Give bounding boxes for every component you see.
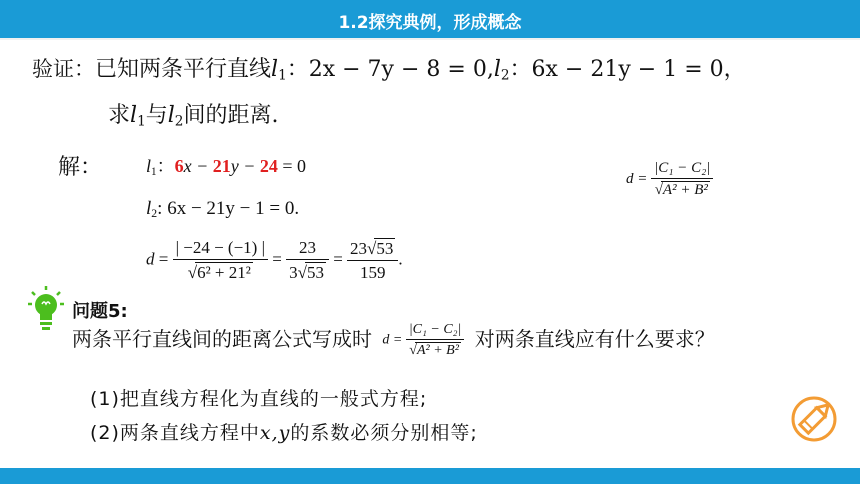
requirement-2: (2)两条直线方程中x,y的系数必须分别相等; [90,422,478,444]
coef-b-highlight: 21 [212,156,231,176]
question-text: 两条平行直线间的距离公式写成时 d = $\frac{\text{|C₁ − C₂|}}{\text{√A² + B²}}$ 对两条直线应有什么要求？ [72,322,715,358]
distance-fraction-3: $\frac{23√53}{159}$ [347,238,398,283]
problem-statement [32,52,746,83]
lightbulb-icon [28,286,64,338]
footer-bar [0,468,860,484]
distance-calculation: d = $\frac{| -24 - (-1) |}{\text{√6² + 21²}}$ = $\frac{23}{3√53}$ = $\frac{23√53}{159}$ . [146,238,403,282]
requirement-1: (1)把直线方程化为直线的一般式方程; [90,388,428,410]
pencil-icon [790,396,838,446]
question-title: 问题5: [72,301,128,322]
l2-equation: ：6x − 21y − 1 = 0， [509,57,746,82]
solution-label: 解： [58,155,103,180]
question-formula: d = $\frac{\text{|C₁ − C₂|}}{\text{√A² + B²}}$ [382,322,464,359]
solution-equation-l1: $l_1$：6x − 21y − 24 = 0 [146,156,307,178]
l2-symbol: $l_2$ [493,57,510,84]
l1-symbol: $l_1$ [271,57,287,84]
l1-equation: ：2x − 7y − 8 = 0, [286,57,494,82]
page-title: 1.2探究典例，形成概念 [338,13,522,33]
problem-question: 求$l_1$与$l_2$间的距离. [108,103,279,130]
distance-fraction-2: $\frac{23}{3√53}$ [286,238,329,283]
distance-fraction-1: $\frac{| -24 - (-1) |}{\text{√6² + 21²}}$ [173,238,268,283]
verify-label: 验证： [32,57,95,81]
header-bar [0,0,860,38]
coef-a-highlight: 6 [174,156,184,176]
header-divider [0,38,860,40]
coef-c-highlight: 24 [259,156,278,176]
problem-text: 已知两条平行直线 [95,57,272,82]
general-distance-formula: d = $\frac{\text{|C₁ − C₂|}}{\text{√A² + B²}}$ [626,160,713,199]
solution-equation-l2: $l_2$: 6x − 21y − 1 = 0. [146,198,300,220]
